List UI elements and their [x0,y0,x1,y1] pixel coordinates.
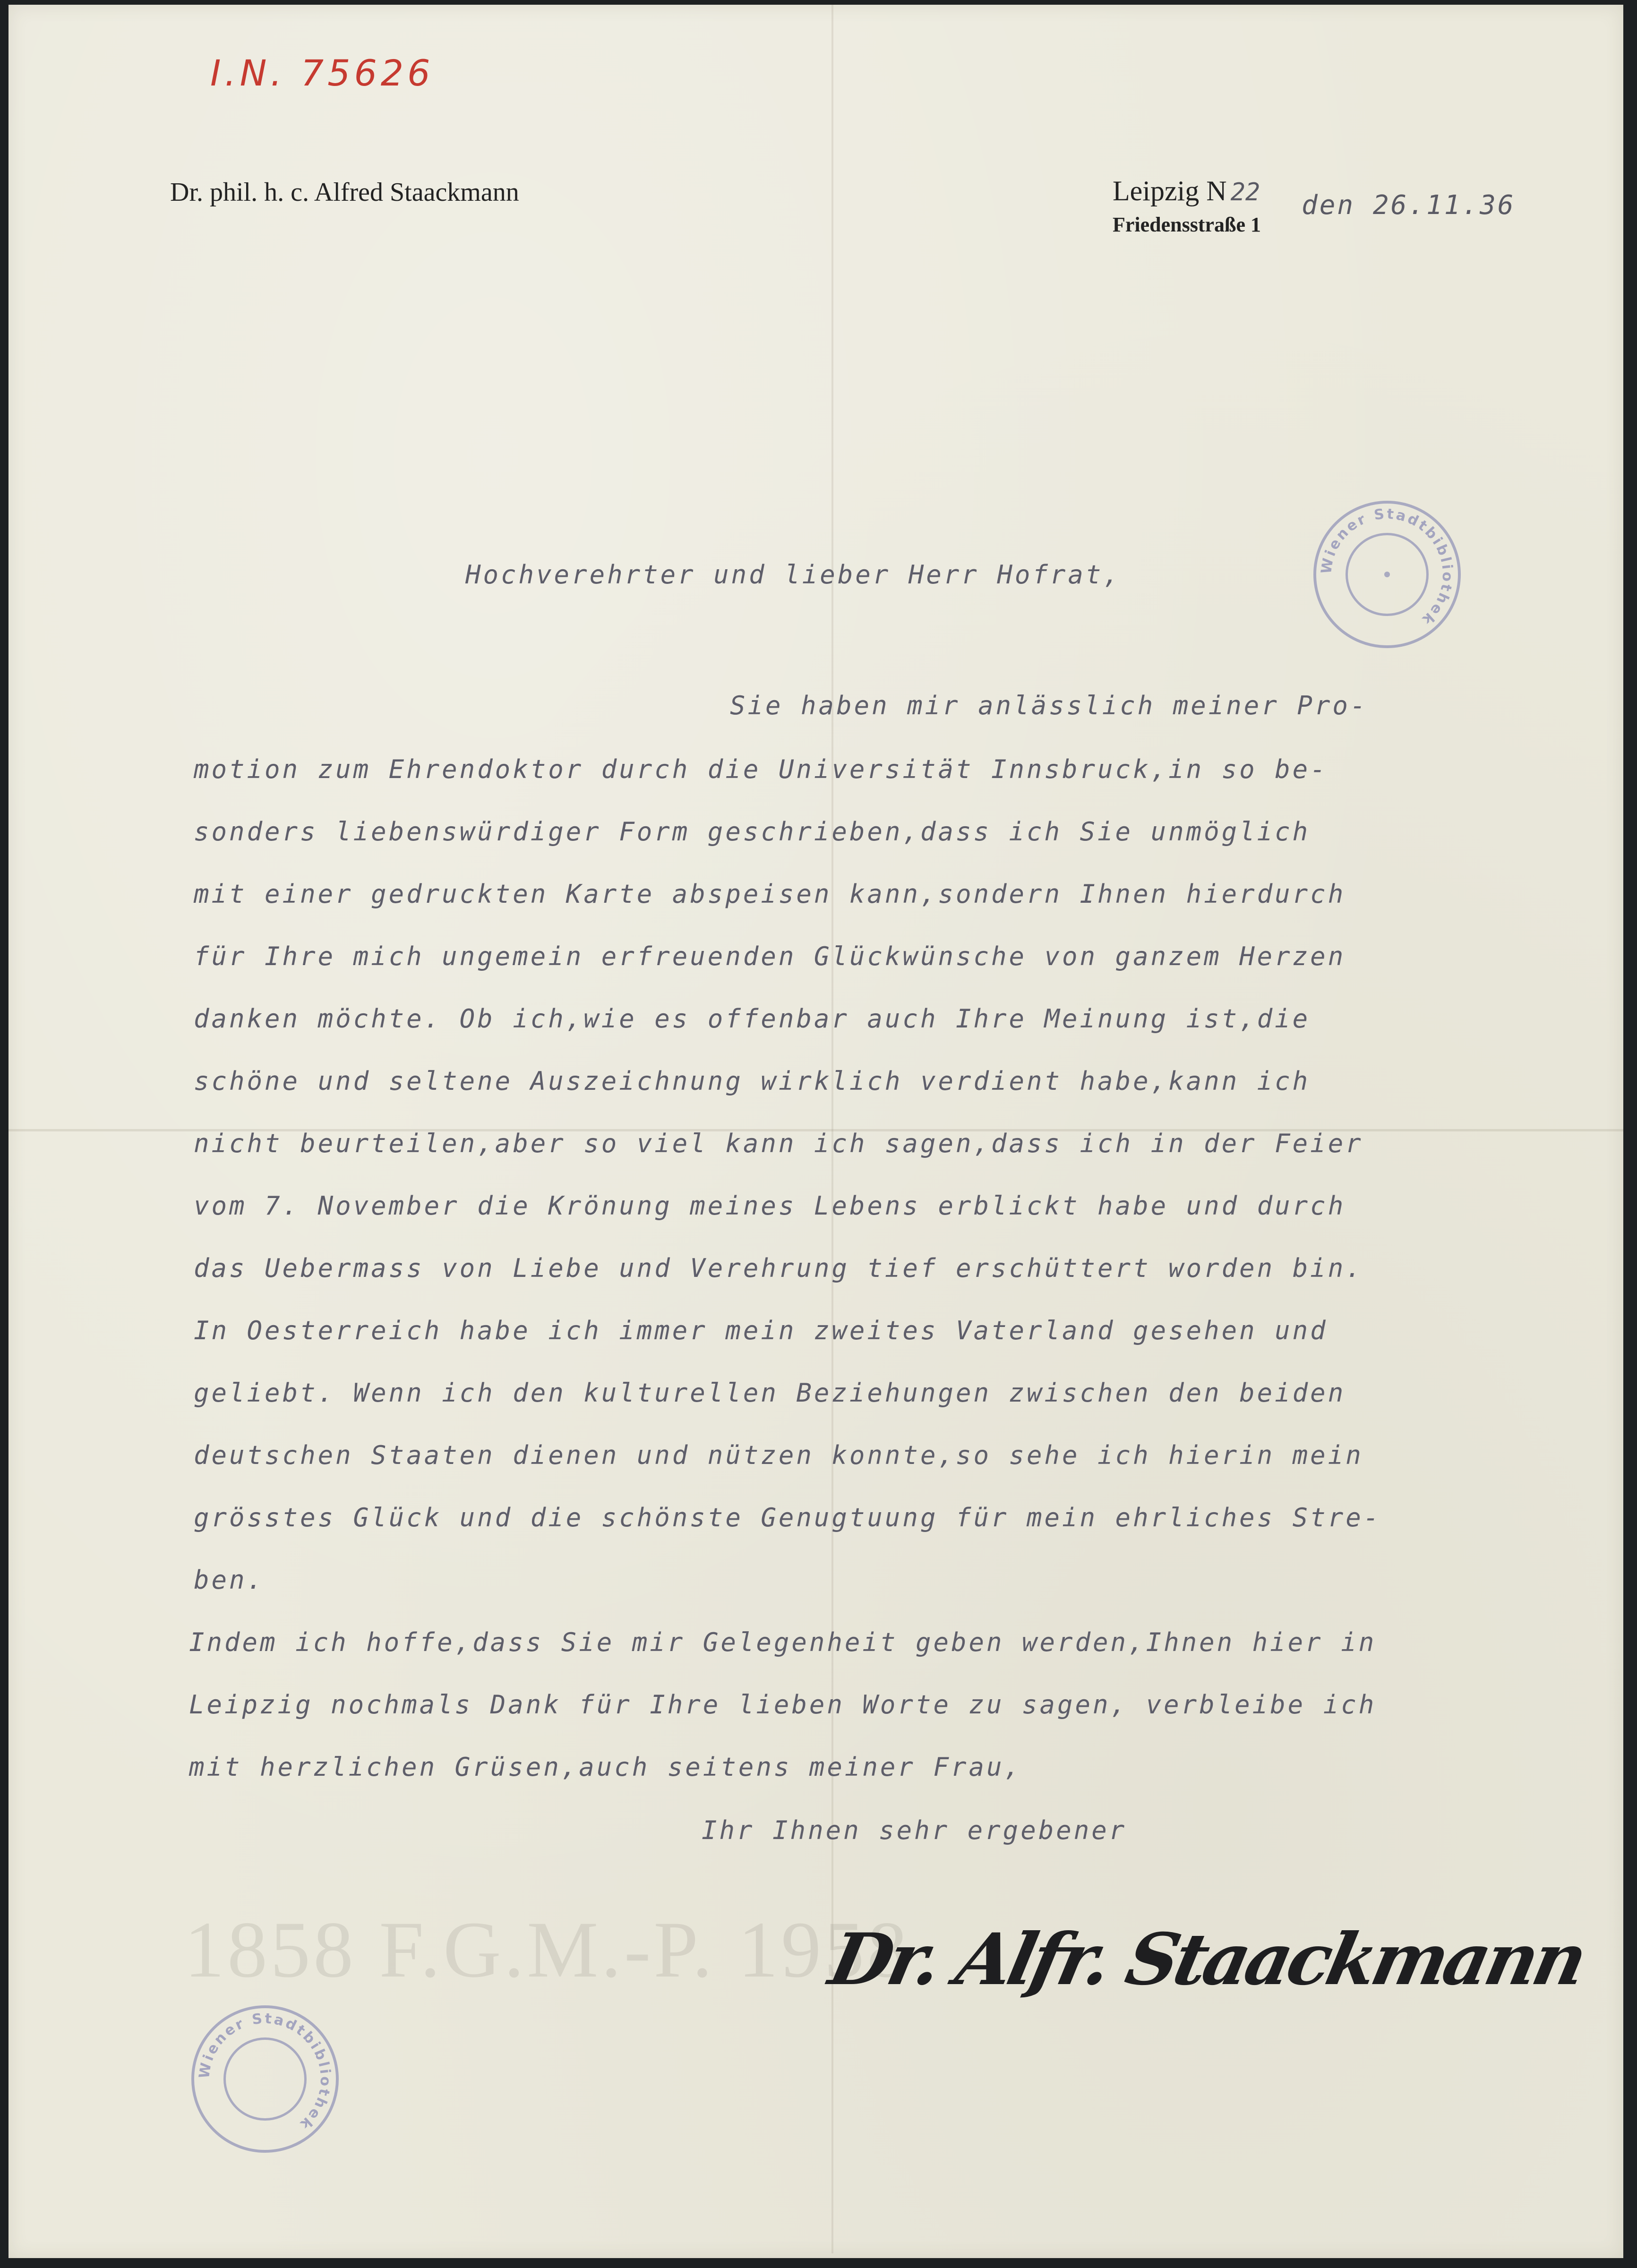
letterhead-street: Friedensstraße 1 [1113,213,1261,236]
postal-district: 22 [1230,178,1260,206]
library-stamp-icon [191,2005,339,2153]
body-line: schöne und seltene Auszeichnung wirklich verdient habe,kann ich [194,1066,1311,1096]
body-line: nicht beurteilen,aber so viel kann ich sagen,dass ich in der Feier [194,1129,1363,1158]
body-line: mit einer gedruckten Karte abspeisen kann,sondern Ihnen hierdurch [194,879,1346,909]
body-line: danken möchte. Ob ich,wie es offenbar auch Ihre Meinung ist,die [194,1004,1311,1034]
body-line: In Oesterreich habe ich immer mein zweites Vaterland gesehen und [194,1316,1328,1345]
body-line: geliebt. Wenn ich den kulturellen Beziehungen zwischen den beiden [194,1378,1346,1408]
letterhead-sender: Dr. phil. h. c. Alfred Staackmann [170,178,519,207]
body-line: grösstes Glück und die schönste Genugtuung für mein ehrliches Stre- [194,1503,1381,1532]
paper-watermark: 1858 F.G.M.-P. 1958 [184,1905,910,1994]
body-line: vom 7. November die Krönung meines Lebens erblickt habe und durch [194,1191,1346,1221]
closing: Ihr Ihnen sehr ergebener [702,1815,1127,1845]
handwritten-signature: Dr. Alfr. Staackmann [823,1918,1591,2001]
body-line: ben. [194,1565,265,1595]
archive-number: I.N. 75626 [210,52,434,94]
stamp-text: Wiener Stadtbibliothek [1318,505,1456,629]
stamp-dot [1384,572,1390,577]
letterhead-city [1113,175,1260,207]
stamp-inner-ring [223,2037,307,2121]
body-line: Sie haben mir anlässlich meiner Pro- [730,691,1368,720]
body-line: für Ihre mich ungemein erfreuenden Glückwünsche von ganzem Herzen [194,941,1346,971]
body-line: Leipzig nochmals Dank für Ihre lieben Worte zu sagen, verbleibe ich [189,1690,1377,1720]
stamp-text: Wiener Stadtbibliothek [196,2010,334,2134]
body-line: motion zum Ehrendoktor durch die Universität Innsbruck,in so be- [194,754,1328,784]
city-name: Leipzig N [1113,175,1227,206]
body-line: Indem ich hoffe,dass Sie mir Gelegenheit geben werden,Ihnen hier in [189,1627,1377,1657]
body-line: das Uebermass von Liebe und Verehrung tief erschüttert worden bin. [194,1253,1363,1283]
salutation: Hochverehrter und lieber Herr Hofrat, [465,560,1121,590]
body-line: sonders liebenswürdiger Form geschrieben,dass ich Sie unmöglich [194,817,1311,847]
body-line: deutschen Staaten dienen und nützen konnte,so sehe ich hierin mein [194,1440,1363,1470]
letter-date: den 26.11.36 [1302,190,1516,221]
body-line: mit herzlichen Grüsen,auch seitens meiner Frau, [189,1752,1022,1782]
library-stamp-icon [1313,501,1461,648]
